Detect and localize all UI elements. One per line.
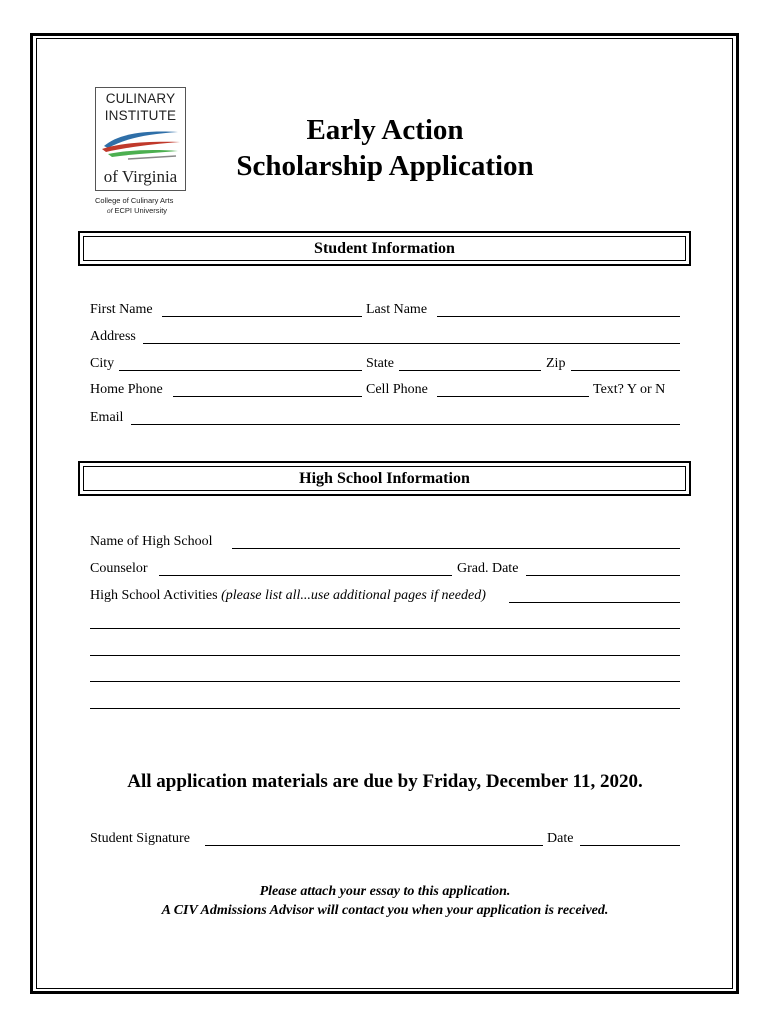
activities-label-text: High School Activities	[90, 588, 218, 603]
logo-subtitle-college: College of Culinary Arts	[95, 196, 174, 205]
logo-text-culinary: CULINARY	[105, 91, 176, 106]
school-name-field[interactable]	[232, 548, 680, 549]
email-field[interactable]	[131, 424, 680, 425]
state-field[interactable]	[399, 370, 541, 371]
signature-label: Student Signature	[90, 831, 190, 846]
institute-logo	[95, 87, 186, 191]
address-label: Address	[90, 329, 136, 344]
logo-text-institute: INSTITUTE	[104, 108, 177, 123]
first-name-field[interactable]	[162, 316, 362, 317]
signature-date-field[interactable]	[580, 845, 680, 846]
grad-date-label: Grad. Date	[457, 561, 519, 576]
activities-field-line-5[interactable]	[90, 708, 680, 709]
activities-note: (please list all...use additional pages if needed)	[221, 588, 486, 603]
due-date-notice: All application materials are due by Friday, December 11, 2020.	[127, 771, 643, 792]
activities-label	[90, 588, 486, 604]
state-label: State	[366, 356, 394, 371]
city-field[interactable]	[119, 370, 362, 371]
home-phone-label: Home Phone	[90, 382, 163, 397]
activities-field-line-3[interactable]	[90, 655, 680, 656]
page-title-line1: Early Action	[306, 114, 464, 146]
activities-field-line-2[interactable]	[90, 628, 680, 629]
last-name-field[interactable]	[437, 316, 680, 317]
counselor-field[interactable]	[159, 575, 452, 576]
email-label: Email	[90, 410, 124, 425]
footer-note-advisor: A CIV Admissions Advisor will contact you when your application is received.	[161, 903, 609, 918]
grad-date-field[interactable]	[526, 575, 680, 576]
cell-phone-field[interactable]	[437, 396, 589, 397]
signature-field[interactable]	[205, 845, 543, 846]
city-label: City	[90, 356, 115, 371]
text-option-label[interactable]: Text? Y or N	[593, 382, 666, 397]
zip-label: Zip	[546, 356, 566, 371]
last-name-label: Last Name	[366, 302, 428, 317]
logo-subtitle-of: of	[107, 208, 113, 215]
logo-subtitle-ecpi	[107, 206, 167, 215]
counselor-label: Counselor	[90, 561, 148, 576]
zip-field[interactable]	[571, 370, 680, 371]
high-school-info-heading: High School Information	[83, 466, 686, 491]
first-name-label: First Name	[90, 302, 153, 317]
cell-phone-label: Cell Phone	[366, 382, 428, 397]
activities-field-line-1[interactable]	[509, 602, 680, 603]
address-field[interactable]	[143, 343, 680, 344]
signature-date-label: Date	[547, 831, 574, 846]
high-school-info-header	[78, 461, 691, 496]
student-info-header	[78, 231, 691, 266]
school-name-label: Name of High School	[90, 534, 213, 549]
student-info-heading: Student Information	[83, 236, 686, 261]
activities-field-line-4[interactable]	[90, 681, 680, 682]
logo-text-virginia: of Virginia	[103, 167, 178, 186]
home-phone-field[interactable]	[173, 396, 362, 397]
logo-subtitle-university: ECPI University	[114, 206, 168, 215]
page-title-line2: Scholarship Application	[236, 150, 534, 182]
logo-swoosh-icon	[98, 126, 184, 164]
footer-note-essay: Please attach your essay to this application.	[259, 884, 511, 899]
